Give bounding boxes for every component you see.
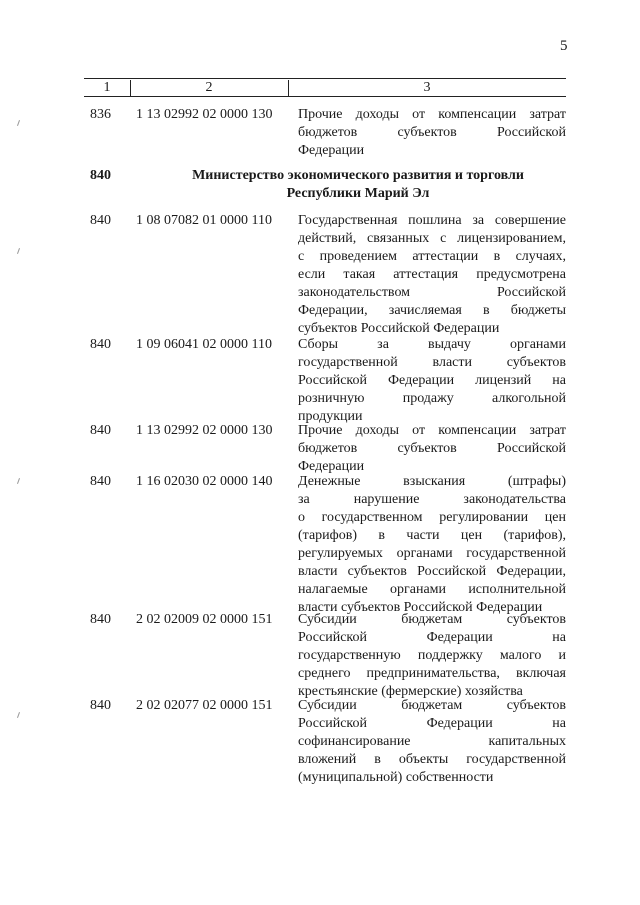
description [298,212,566,338]
description-line: налагаемые органами исполнительной [298,582,566,597]
description-line: власти субъектов Российской Федерации [298,600,543,615]
admin-code: 840 [90,474,111,489]
description-line: крестьянские (фермерские) хозяйства [298,684,523,699]
description-line: Федерации [298,143,365,158]
budget-code: 1 09 06041 02 0000 110 [136,337,272,352]
description-line: розничную продажу алкогольной [298,391,566,406]
description-line: бюджетов субъектов Российской [298,125,566,140]
budget-code: 1 16 02030 02 0000 140 [136,474,273,489]
page-number: 5 [560,38,568,54]
description-line: субъектов Российской Федерации [298,321,500,336]
description-line: законодательством Российской [298,285,566,300]
description [298,611,566,701]
budget-code: 2 02 02009 02 0000 151 [136,612,273,627]
scan-mark [17,120,20,126]
scan-mark [17,248,20,254]
description-line: Российской Федерации на [298,716,566,731]
description-line: (тарифов) в части цен (тарифов), [298,528,566,543]
ministry-title-line: Министерство экономического развития и торговли [192,168,524,183]
ministry-title-line: Республики Марий Эл [286,186,430,201]
description-line: государственной власти субъектов [298,355,566,370]
scan-mark [17,712,20,718]
admin-code: 840 [90,337,111,352]
table-header-col2: 2 [205,80,213,95]
table-header-col1: 1 [103,80,111,95]
description-line: Российской Федерации лицензий на [298,373,566,388]
description-line: государственную поддержку малого и [298,648,566,663]
description-line: Прочие доходы от компенсации затрат [298,423,566,438]
description-line: бюджетов субъектов Российской [298,441,566,456]
description [298,422,566,476]
ministry-title [150,167,566,203]
description-line: Российской Федерации на [298,630,566,645]
table-header-col3: 3 [423,80,431,95]
admin-code: 836 [90,107,111,122]
description-line: действий, связанных с лицензированием, [298,231,566,246]
description-line: Денежные взыскания (штрафы) [298,474,566,489]
description-line: Субсидии бюджетам субъектов [298,698,566,713]
description [298,106,566,160]
description-line: если такая аттестация предусмотрена [298,267,566,282]
description-line: Федерации, зачисляемая в бюджеты [298,303,566,318]
description-line: Прочие доходы от компенсации затрат [298,107,566,122]
table-header-top-rule [84,78,566,79]
table-header-bottom-rule [84,96,566,97]
description-line: Государственная пошлина за совершение [298,213,566,228]
description-line: софинансирование капитальных [298,734,566,749]
budget-code: 1 08 07082 01 0000 110 [136,213,272,228]
description-line: Сборы за выдачу органами [298,337,566,352]
budget-code: 1 13 02992 02 0000 130 [136,423,273,438]
description-line: Субсидии бюджетам субъектов [298,612,566,627]
description-line: среднего предпринимательства, включая [298,666,566,681]
description-line: вложений в объекты государственной [298,752,566,767]
admin-code: 840 [90,213,111,228]
admin-code: 840 [90,423,111,438]
description-line: регулируемых органами государственной [298,546,566,561]
ministry-code: 840 [90,168,111,183]
description-line: с проведением аттестации в случаях, [298,249,566,264]
description [298,336,566,426]
description-line: власти субъектов Российской Федерации, [298,564,566,579]
description-line: продукции [298,409,363,424]
budget-code: 2 02 02077 02 0000 151 [136,698,273,713]
description [298,697,566,787]
description-line: Федерации [298,459,365,474]
description-line: о государственном регулировании цен [298,510,566,525]
description [298,473,566,617]
description-line: за нарушение законодательства [298,492,566,507]
admin-code: 840 [90,698,111,713]
admin-code: 840 [90,612,111,627]
description-line: (муниципальной) собственности [298,770,494,785]
scan-mark [17,478,20,484]
budget-code: 1 13 02992 02 0000 130 [136,107,273,122]
